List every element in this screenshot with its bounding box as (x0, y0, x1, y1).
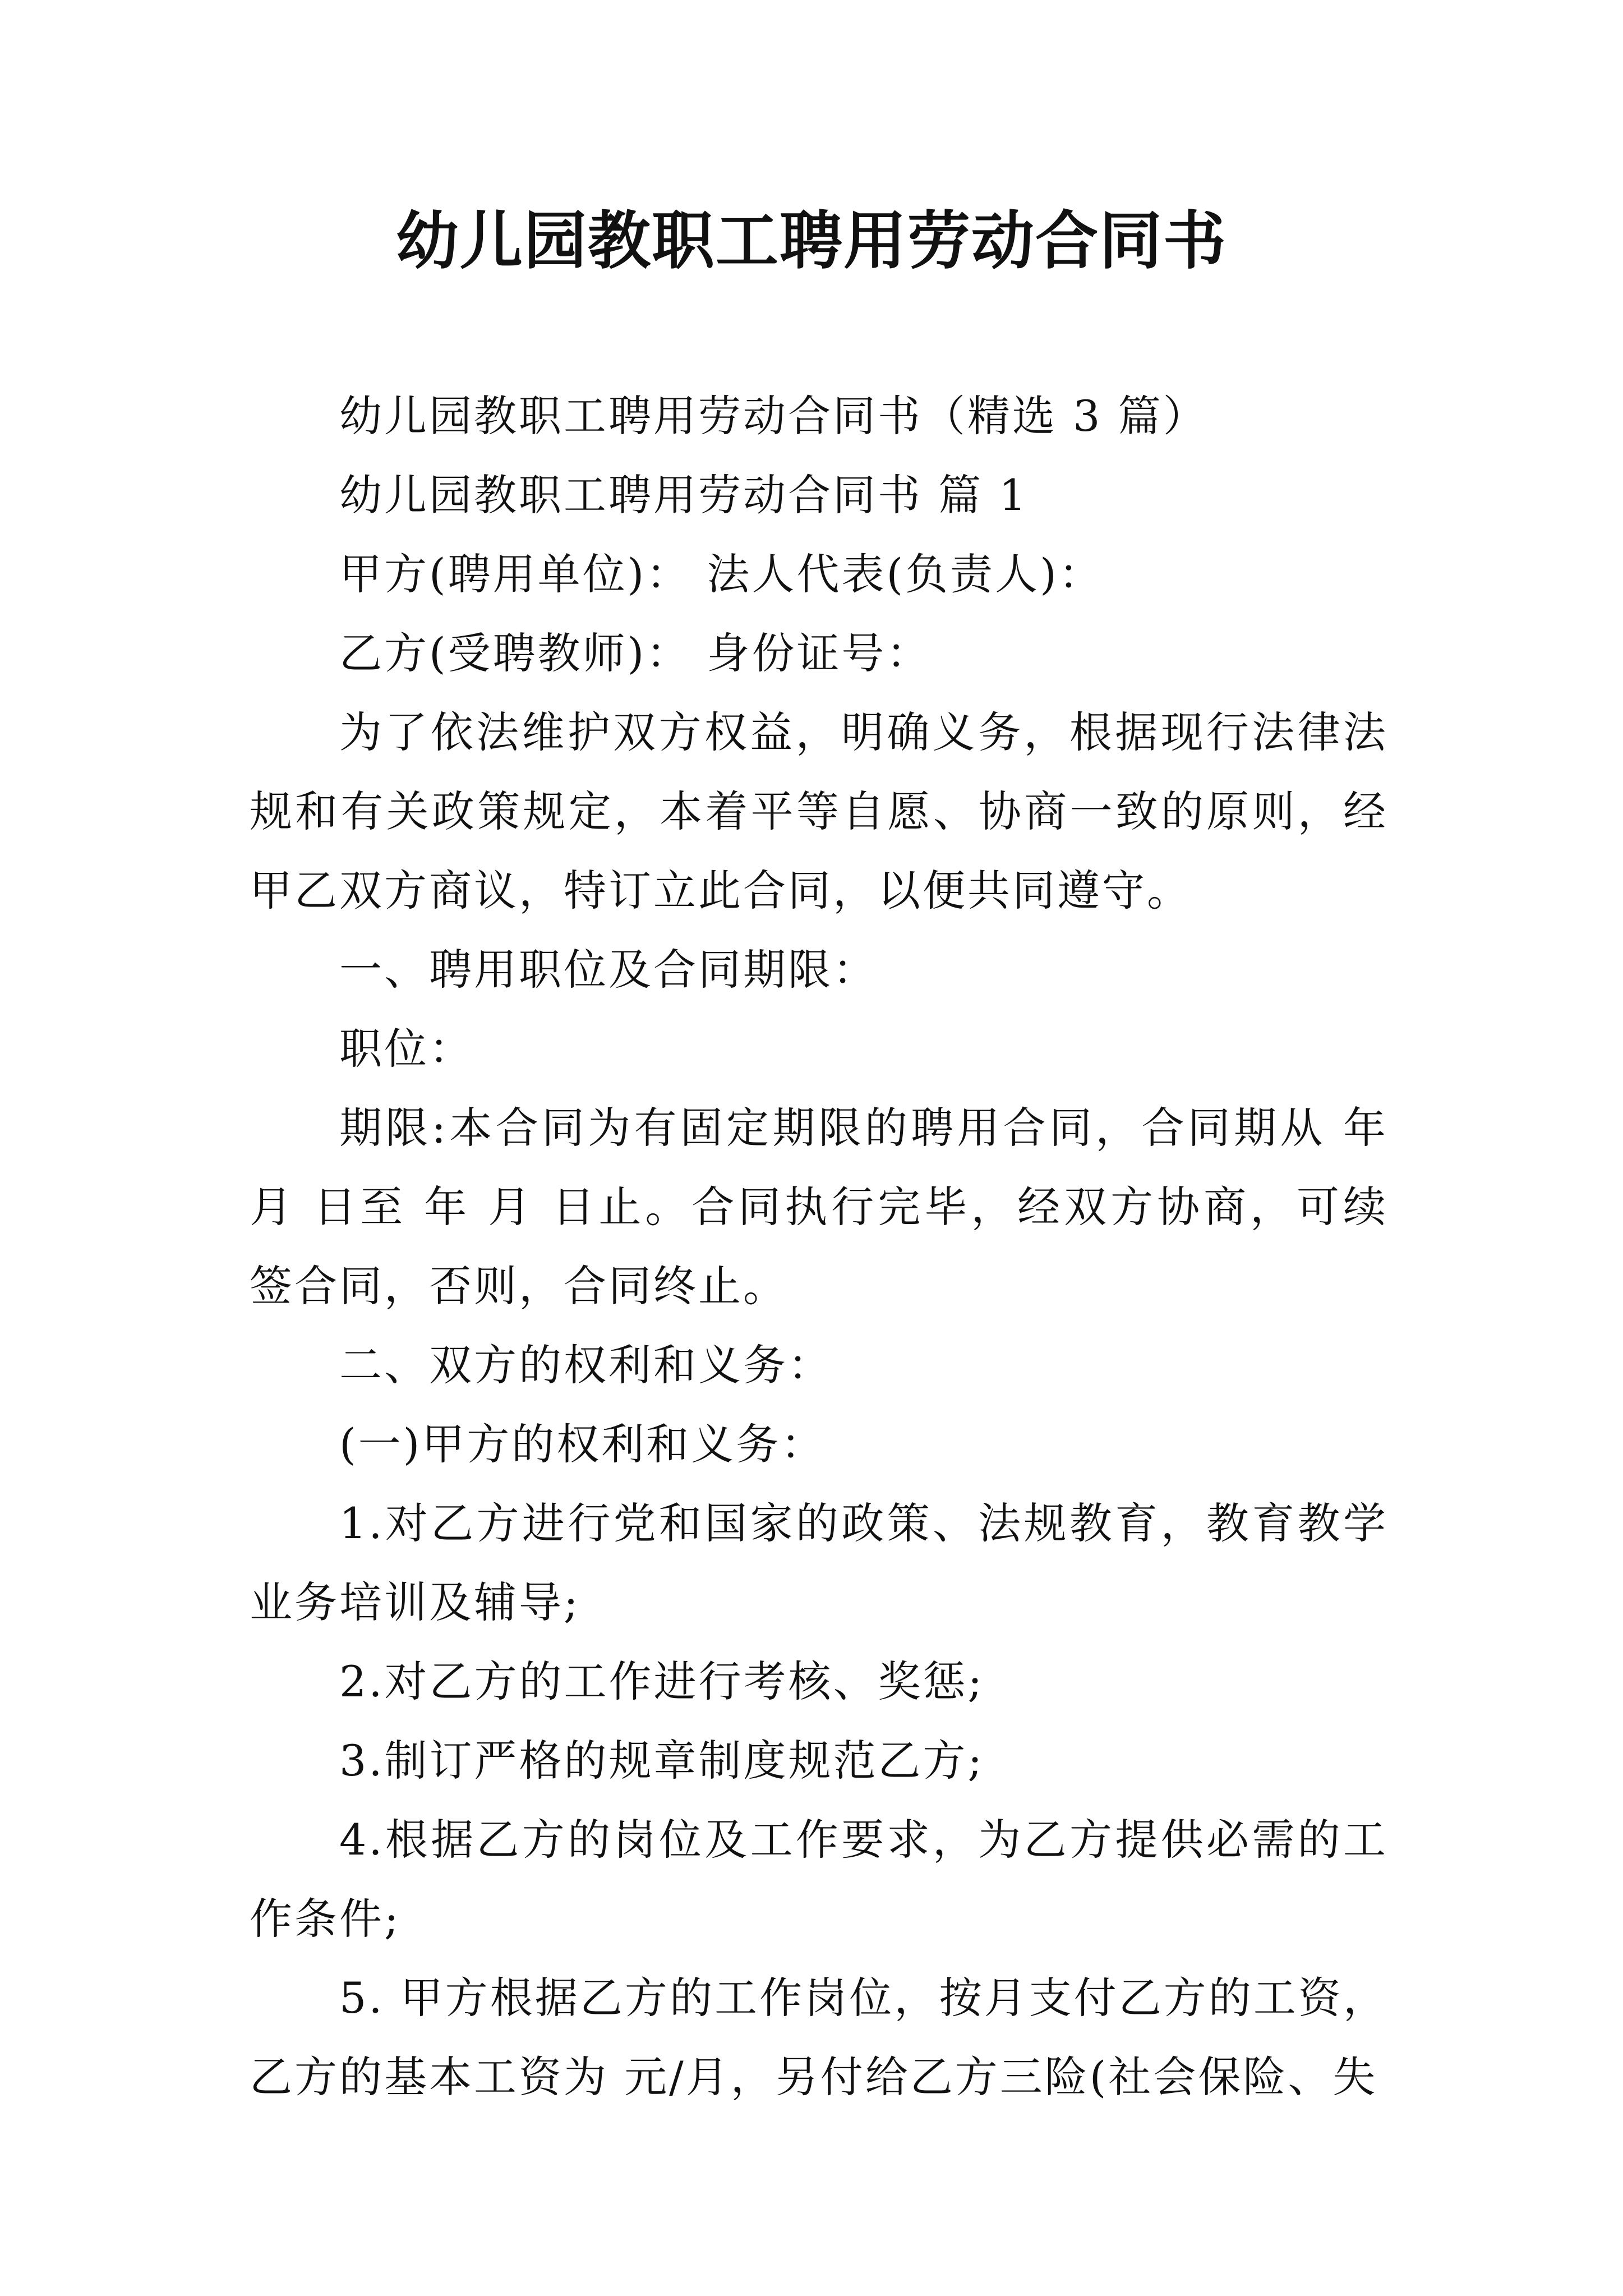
paragraph-section-heading: 幼儿园教职工聘用劳动合同书 篇 1 (339, 470, 1029, 520)
paragraph-party-a: 甲方(聘用单位)： 法人代表(负责人)： (339, 549, 1104, 599)
paragraph-item-4: 4.根据乙方的岗位及工作要求，为乙方提供必需的工作条件; (250, 1815, 1388, 1944)
paragraph-preamble: 为了依法维护双方权益，明确义务，根据现行法律法规和有关政策规定，本着平等自愿、协商一致的原则，经甲乙双方商议，特订立此合同，以便共同遵守。 (250, 707, 1388, 915)
document-body (250, 376, 1388, 2116)
paragraph-party-b: 乙方(受聘教师)： 身份证号： (339, 628, 932, 678)
paragraph-article-1-heading: 一、聘用职位及合同期限： (339, 945, 878, 995)
paragraph-item-5: 5. 甲方根据乙方的工作岗位，按月支付乙方的工资，乙方的基本工资为 元/月，另付给乙方三险(社会保险、失 (250, 1973, 1388, 2102)
paragraph-item-1: 1.对乙方进行党和国家的政策、法规教育，教育教学业务培训及辅导; (250, 1498, 1388, 1627)
paragraph-party-a-rights-heading: (一)甲方的权利和义务： (339, 1419, 826, 1469)
paragraph-item-2: 2.对乙方的工作进行考核、奖惩; (339, 1657, 985, 1706)
paragraph-article-2-heading: 二、双方的权利和义务： (339, 1340, 833, 1390)
paragraph-term: 期限:本合同为有固定期限的聘用合同，合同期从 年月 日至 年 月 日止。合同执行完毕，经双方协商，可续签合同，否则，合同终止。 (250, 1103, 1388, 1311)
paragraph-item-3: 3.制订严格的规章制度规范乙方; (339, 1736, 985, 1786)
paragraph-subtitle: 幼儿园教职工聘用劳动合同书（精选 3 篇） (339, 391, 1208, 441)
document-title: 幼儿园教职工聘用劳动合同书 (396, 204, 1227, 278)
paragraph-position: 职位： (339, 1024, 474, 1074)
